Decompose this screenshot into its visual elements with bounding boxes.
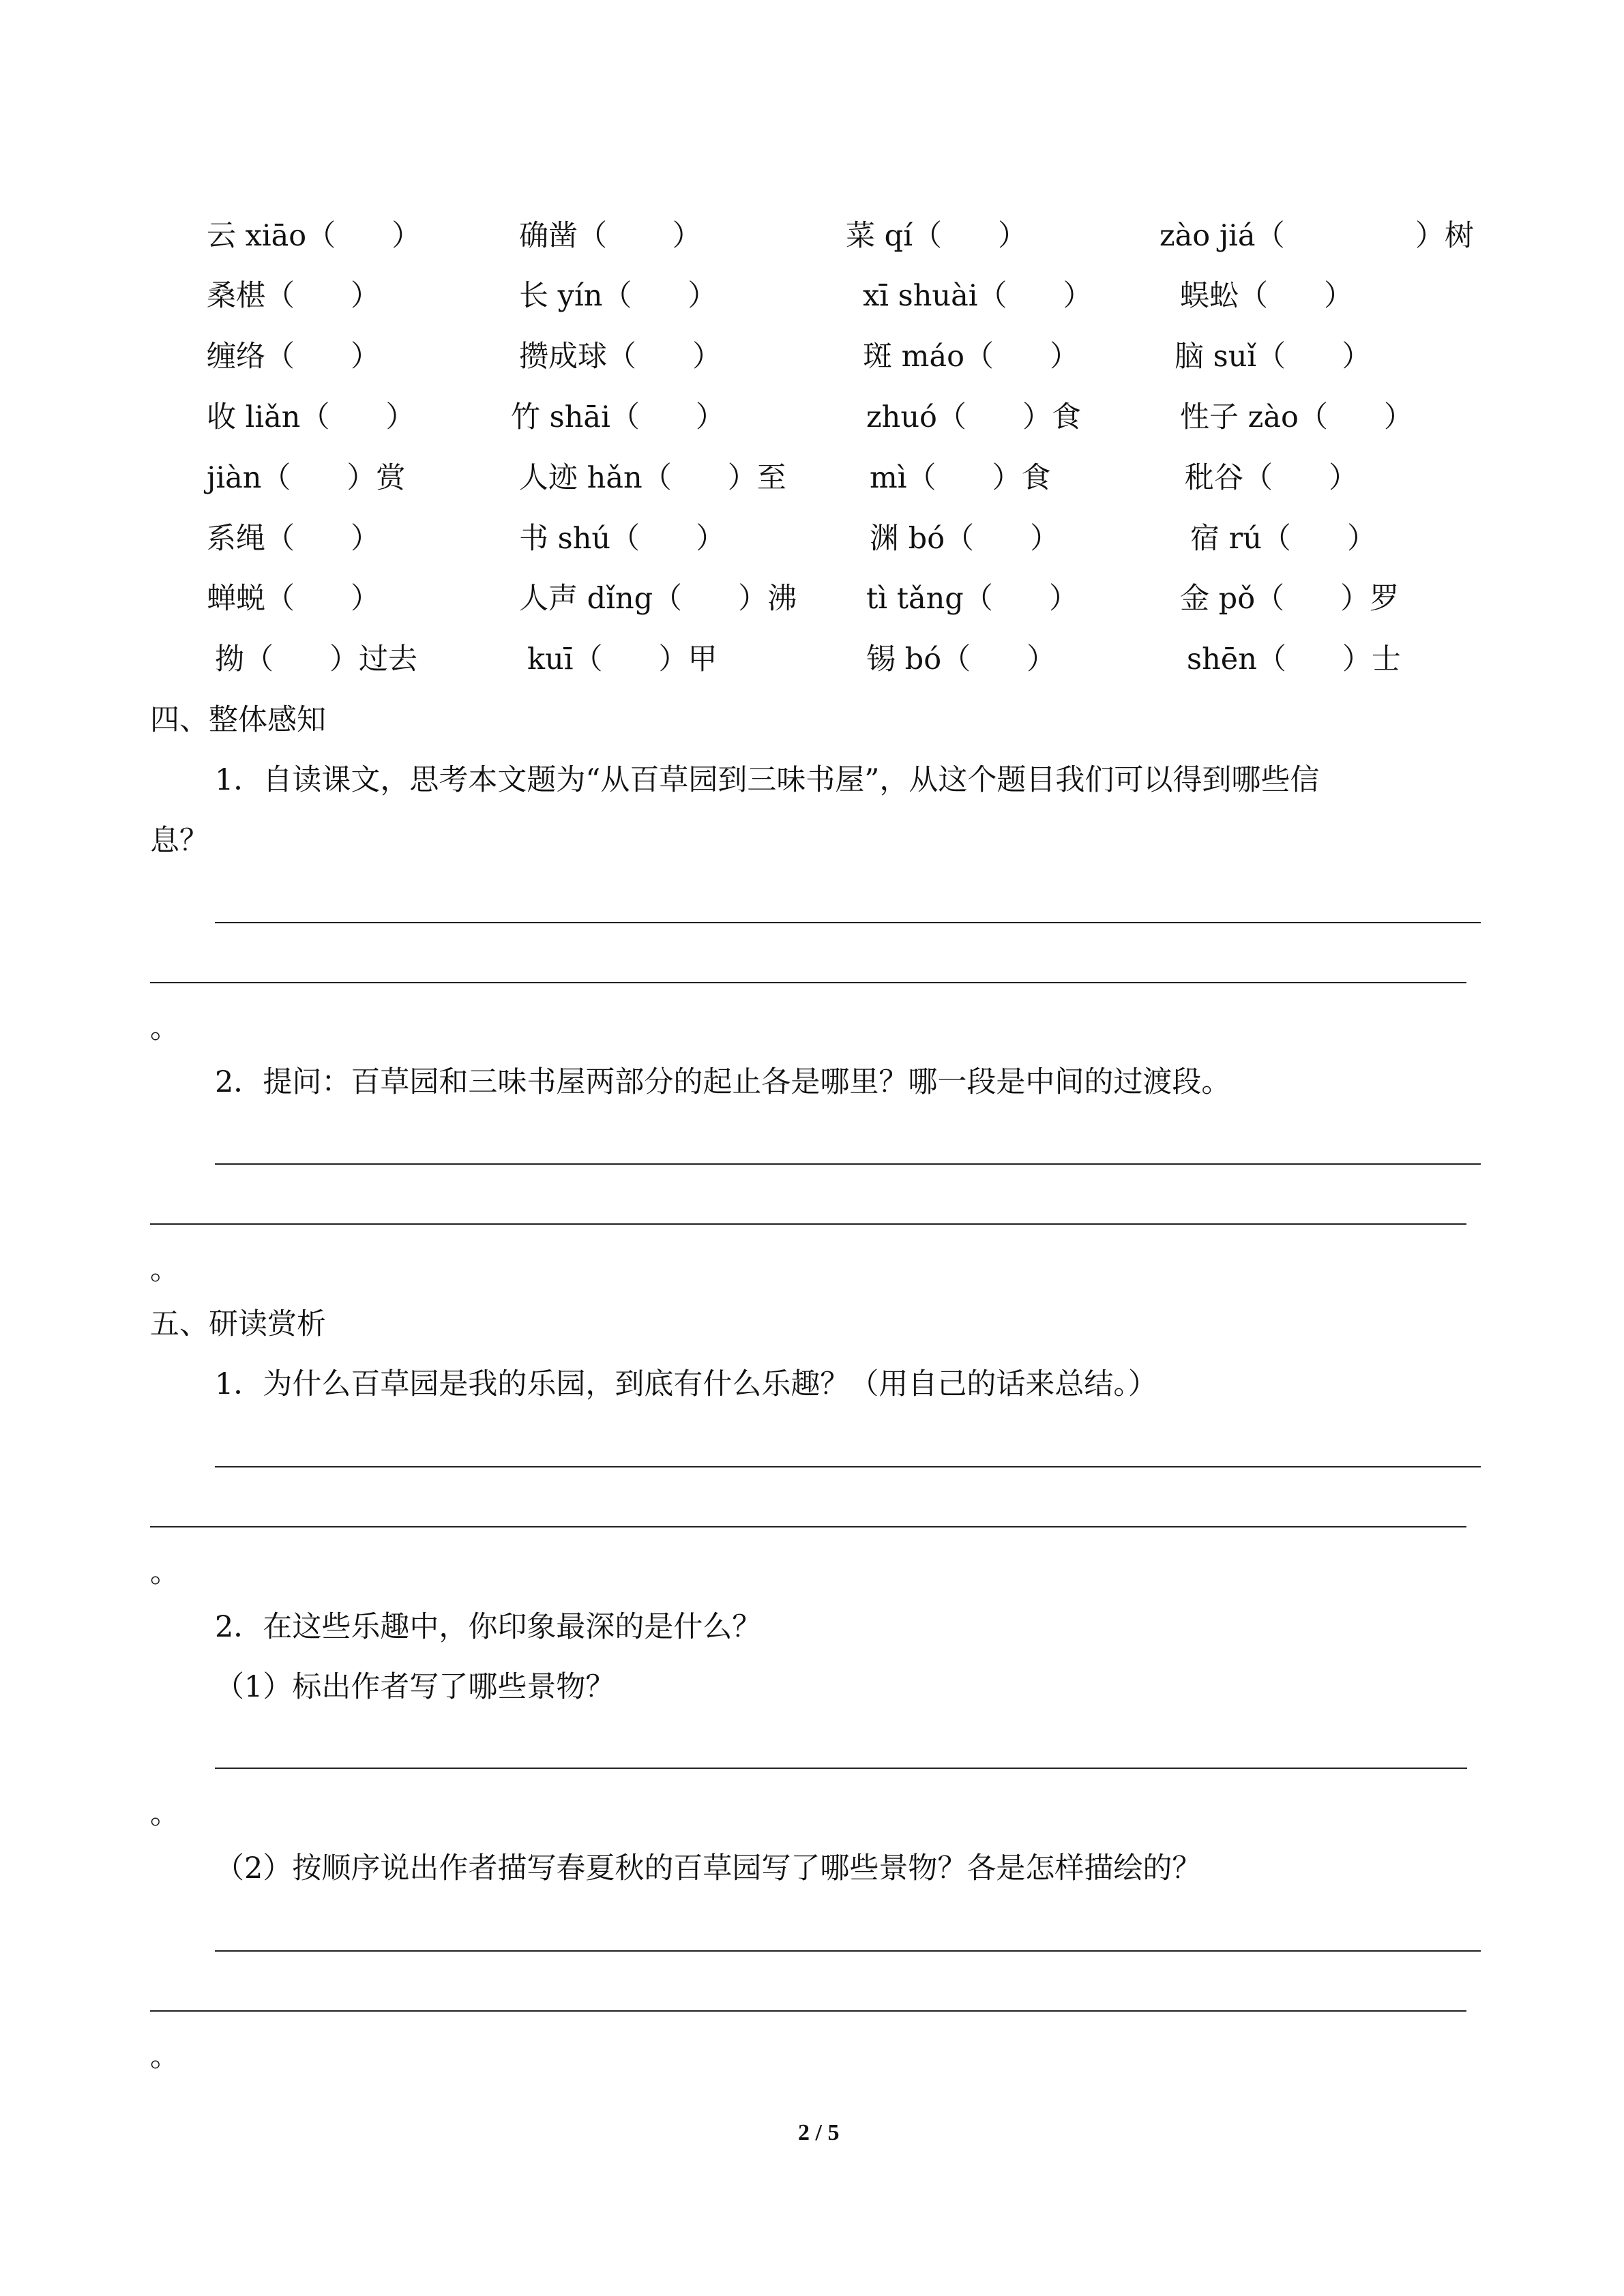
sub-question-text: （2）按顺序说出作者描写春夏秋的百草园写了哪些景物？各是怎样描绘的？: [215, 1851, 1202, 1885]
vocab-item: 斑 máo（ ）: [863, 340, 1079, 374]
vocab-item: 锡 bó（ ）: [866, 642, 1057, 676]
answer-line[interactable]: [215, 922, 1481, 923]
vocab-item: 攒成球（ ）: [519, 340, 722, 374]
vocab-item: 云 xiāo（ ）: [207, 219, 422, 253]
vocab-item: kuī（ ）甲: [527, 642, 718, 676]
answer-end-mark: 。: [150, 1555, 179, 1590]
question-text: 2．在这些乐趣中，你印象最深的是什么？: [215, 1610, 762, 1644]
vocab-item: zhuó（ ）食: [866, 400, 1081, 434]
vocab-item: zào jiá（ ）树: [1160, 219, 1474, 253]
vocab-item: xī shuài（ ）: [863, 279, 1093, 313]
vocab-item: 蝉蜕（ ）: [207, 582, 381, 616]
section-heading: 五、研读赏析: [150, 1307, 326, 1341]
question-text: 1．自读课文，思考本文题为“从百草园到三味书屋”，从这个题目我们可以得到哪些信: [215, 763, 1320, 797]
vocab-item: 宿 rú（ ）: [1190, 522, 1376, 556]
vocab-item: 收 liǎn（ ）: [207, 400, 415, 434]
vocab-item: shēn（ ）士: [1187, 642, 1401, 676]
answer-end-mark: 。: [150, 2040, 179, 2074]
vocab-item: 确凿（ ）: [519, 219, 702, 253]
vocab-item: 长 yín（ ）: [519, 279, 718, 313]
answer-line[interactable]: [150, 982, 1466, 983]
question-text: 1．为什么百草园是我的乐园，到底有什么乐趣？（用自己的话来总结。）: [215, 1367, 1157, 1401]
vocab-item: 系绳（ ）: [207, 522, 381, 556]
answer-end-mark: 。: [150, 1797, 179, 1831]
vocab-item: 渊 bó（ ）: [870, 522, 1060, 556]
page-number: 2 / 5: [798, 2120, 840, 2145]
vocab-item: 性子 zào（ ）: [1180, 400, 1413, 434]
vocab-item: 书 shú（ ）: [519, 522, 726, 556]
vocab-item: jiàn（ ）赏: [207, 461, 406, 495]
answer-line[interactable]: [215, 1768, 1467, 1769]
answer-end-mark: 。: [150, 1011, 179, 1045]
sub-question-text: （1）标出作者写了哪些景物？: [215, 1670, 615, 1704]
vocab-item: 桑椹（ ）: [207, 279, 381, 313]
answer-line[interactable]: [150, 1223, 1466, 1225]
answer-line[interactable]: [215, 1163, 1481, 1165]
answer-line[interactable]: [150, 1526, 1466, 1527]
answer-line[interactable]: [215, 1950, 1481, 1952]
vocab-item: 竹 shāi（ ）: [511, 400, 725, 434]
vocab-item: 缠络（ ）: [207, 340, 381, 374]
vocab-item: mì（ ）食: [870, 461, 1051, 495]
answer-line[interactable]: [215, 1466, 1481, 1467]
question-text: 2．提问：百草园和三味书屋两部分的起止各是哪里？哪一段是中间的过渡段。: [215, 1065, 1231, 1099]
vocab-item: 脑 suǐ（ ）: [1175, 340, 1372, 374]
vocab-item: 蜈蚣（ ）: [1180, 279, 1354, 313]
question-text: 息？: [150, 824, 209, 858]
vocab-item: tì tǎng（ ）: [866, 582, 1078, 616]
vocab-item: 菜 qí（ ）: [846, 219, 1027, 253]
vocab-item: 人迹 hǎn（ ）至: [519, 461, 786, 495]
vocab-item: 人声 dǐng（ ）沸: [519, 582, 797, 616]
vocab-item: 金 pǒ（ ）罗: [1180, 582, 1400, 616]
section-heading: 四、整体感知: [150, 703, 326, 737]
vocab-item: 拗（ ）过去: [215, 642, 418, 676]
answer-end-mark: 。: [150, 1253, 179, 1287]
vocab-item: 秕谷（ ）: [1185, 461, 1359, 495]
answer-line[interactable]: [150, 2010, 1466, 2012]
